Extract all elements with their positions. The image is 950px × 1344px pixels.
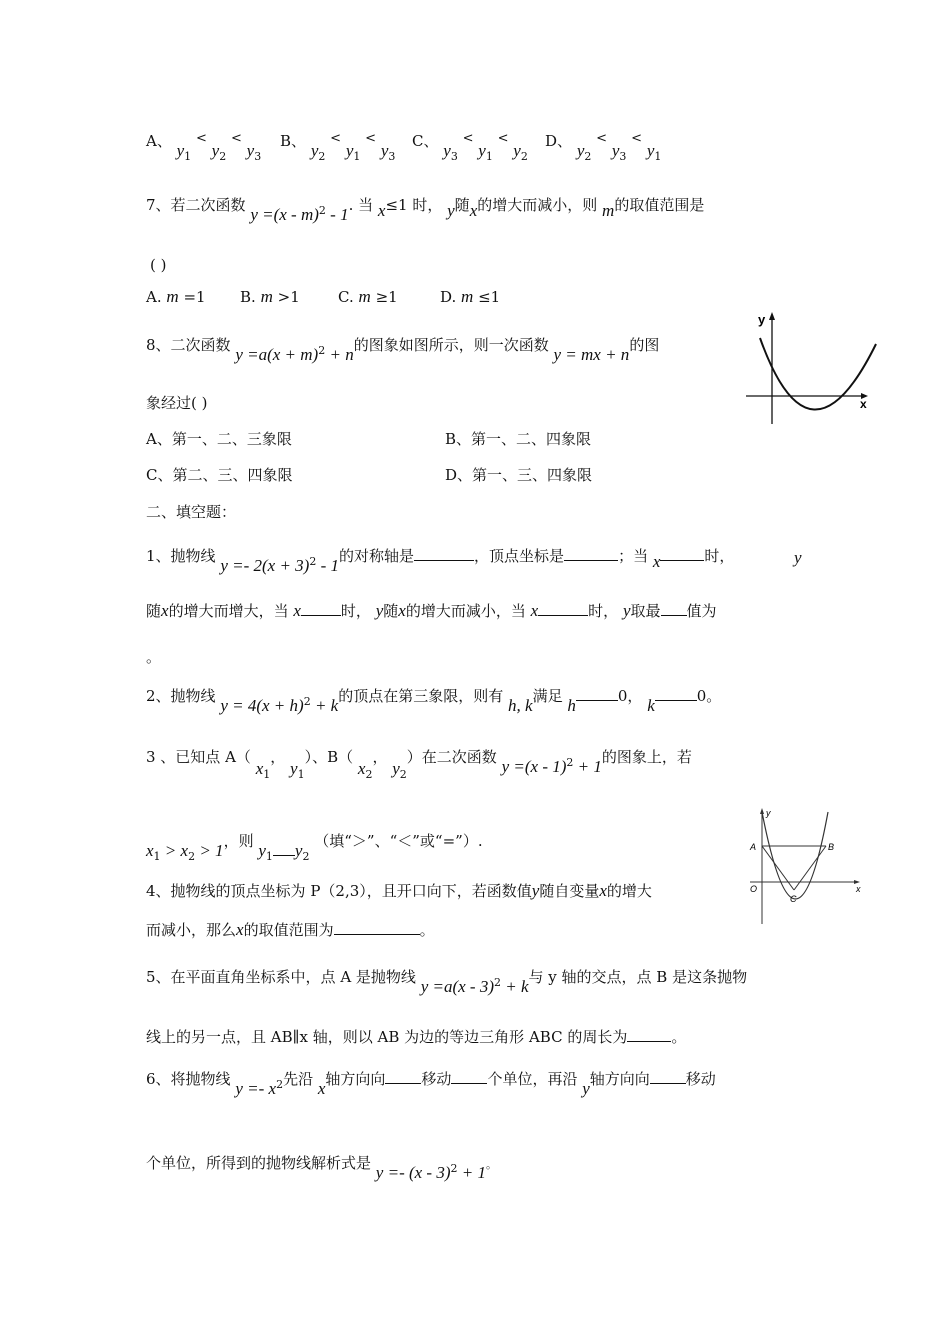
- fill5-line2: 线上的另一点，且 AB∥x 轴，则以 AB 为边的等边三角形 ABC 的周长为 。: [146, 1028, 687, 1046]
- blank[interactable]: [301, 601, 341, 616]
- fill1-line3: 。: [146, 648, 162, 666]
- q7-paren: ( ): [150, 256, 167, 274]
- q8-options-row1: [146, 428, 810, 450]
- f4-point-a-label: A: [750, 842, 757, 852]
- fill5-line1: 5、在平面直角坐标系中，点 A 是抛物线 y =a(x - 3)$^2$ + k与 y 轴的交点，点 B 是这条抛物: [146, 968, 748, 996]
- q7-stem: 7、若二次函数 y =(x - m)$^2$ - 1. 当 x≤1 时， y随x的增大而减小，则 m的取值范围是: [146, 196, 705, 224]
- q6-option-d: D、 $y_2 < y_3 < y_1$: [545, 131, 662, 163]
- blank[interactable]: [273, 845, 295, 856]
- blank[interactable]: [655, 686, 697, 701]
- f4-point-c-label: C: [790, 894, 797, 904]
- fill3-line1: 3 、已知点 A（ $x_1$， $y_1$）、B（ $x_2$， $y_2$）在二次函数 y =(x - 1)$^2$ + 1的图象上，若: [146, 748, 692, 781]
- blank[interactable]: [660, 546, 704, 561]
- fill4-line2: 而减小，那么x的取值范围为 。: [146, 920, 435, 939]
- blank[interactable]: [385, 1069, 421, 1084]
- f4-x-label: x: [856, 884, 861, 894]
- blank[interactable]: [451, 1069, 487, 1084]
- q6-option-b: B、 $y_2 < y_1 < y_3$: [280, 131, 396, 163]
- blank[interactable]: [538, 601, 588, 616]
- q7-option-c: C. m ≥1: [338, 287, 398, 306]
- fill1-line1: 1、抛物线 $y =- 2(x + 3)^2 - 1$的对称轴是 ，顶点坐标是 ；当 x 时， y: [146, 547, 802, 575]
- q8-y-label: y: [758, 312, 766, 327]
- blank[interactable]: [564, 546, 618, 561]
- blank[interactable]: [414, 546, 474, 561]
- f4-y-label: y: [766, 808, 771, 818]
- q8-parabola-graph: [742, 308, 882, 428]
- q8-stem: 8、二次函数 $y =a(x + m)^2 + n$的图象如图所示，则一次函数 y = mx + n的图: [146, 336, 660, 364]
- f4-origin-label: O: [750, 884, 758, 894]
- fill3-line2: $x_1 > x_2 > 1$，则 $y_1$ $y_2$ （填“＞”、“＜”或“=”）.: [146, 832, 483, 863]
- q8-parabola-curve: [760, 338, 876, 410]
- section-title: 二、填空题：: [146, 503, 237, 521]
- q8-y-arrow: [769, 312, 775, 320]
- q8-stem-cont: 象经过( ): [146, 394, 208, 412]
- blank[interactable]: [661, 601, 687, 616]
- f4-point-b-label: B: [828, 842, 835, 852]
- blank[interactable]: [576, 686, 618, 701]
- fill1-line2: 随x的增大而增大，当 x 时， y随x的增大而减小，当 x 时， y取最 值为: [146, 601, 717, 620]
- fill6-line1: 6、将抛物线 $y =- x^2$先沿 x轴方向向 移动 个单位，再沿 y轴方向向 移动: [146, 1070, 716, 1098]
- q8-options-row2: [146, 464, 810, 486]
- q8-option-c: C、第二、三、四象限: [146, 466, 293, 484]
- fill6-line2: 个单位，所得到的抛物线解析式是 y =- (x - 3)$^2$ + 1。: [146, 1154, 497, 1182]
- q7-option-a: A. m =1: [146, 287, 206, 306]
- blank[interactable]: [334, 920, 420, 935]
- fill4-line1: 4、抛物线的顶点坐标为 P（2,3），且开口向下，若函数值y随自变量x的增大: [146, 881, 652, 900]
- q8-option-a: A、第一、二、三象限: [146, 430, 292, 448]
- fill2: 2、抛物线 $y = 4(x + h)^2 + k$的顶点在第三象限，则有 h, k满足 h 0， k 0。: [146, 687, 722, 715]
- f4-segment-bc: [794, 846, 826, 890]
- q7-option-b: B. m >1: [240, 287, 300, 306]
- f4-segment-ac: [762, 846, 794, 890]
- blank[interactable]: [650, 1069, 686, 1084]
- blank[interactable]: [627, 1027, 671, 1042]
- q6-option-c: C、 $y_3 < y_1 < y_2$: [412, 131, 528, 163]
- q8-option-b: B、第一、二、四象限: [445, 430, 592, 448]
- q6-option-a: A、 $y_1 < y_2 < y_3$: [146, 131, 262, 163]
- q8-x-label: x: [860, 397, 867, 411]
- f4-parabola-graph: [744, 806, 864, 926]
- q7-option-d: D. m ≤1: [440, 287, 501, 306]
- f4-parabola-curve: [762, 812, 828, 899]
- q8-option-d: D、第一、三、四象限: [445, 466, 593, 484]
